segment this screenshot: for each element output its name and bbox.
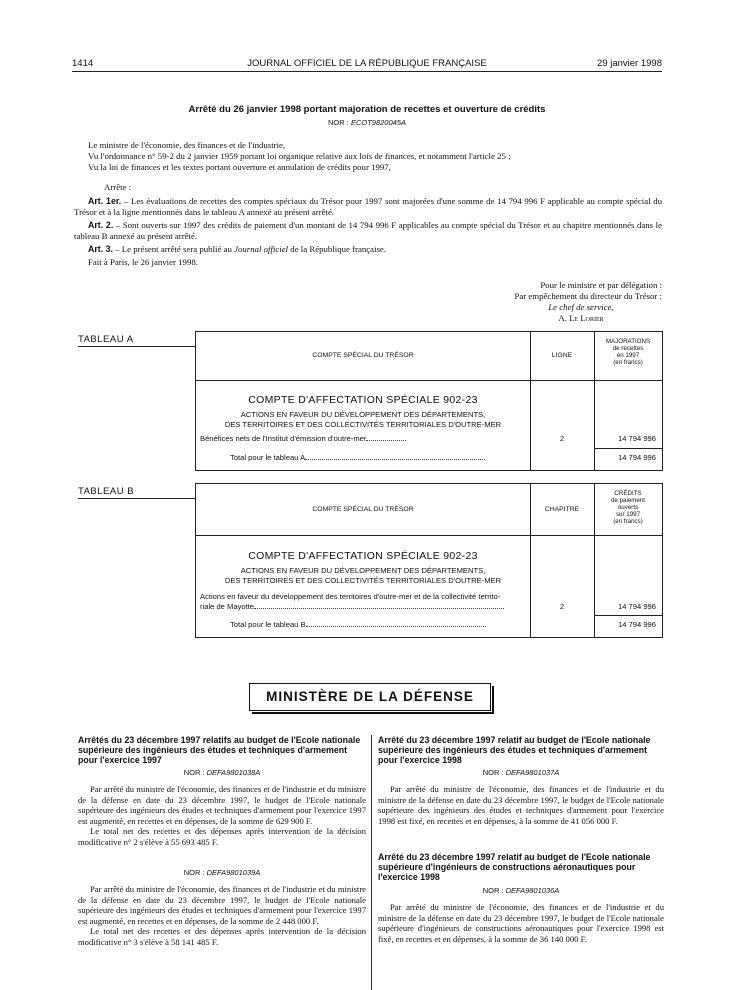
table-a-col3-header bbox=[594, 338, 662, 366]
signature-title: Le chef de service, bbox=[548, 302, 614, 312]
subtitle-line: DES TERRITOIRES ET DES COLLECTIVITÉS TERRITORIALES D'OUTRE-MER bbox=[224, 575, 502, 585]
article-text: – Sont ouverts sur 1997 des crédits de paiement d'un montant de 14 794 996 F applicables au compte spécial du Trésor et au chapitre mentionnés dans le tableau B annexé au présent arrêté. bbox=[74, 220, 662, 241]
nor-code: DEFA9801038A bbox=[206, 768, 261, 777]
table-b-col2-header: CHAPITRE bbox=[544, 506, 580, 513]
table-b bbox=[195, 483, 663, 638]
done-at: Fait à Paris, le 26 janvier 1998. bbox=[88, 257, 198, 267]
journal-title: JOURNAL OFFICIEL DE LA RÉPUBLIQUE FRANÇAISE bbox=[247, 58, 487, 69]
article-text: – Les évaluations de recettes des comptes spéciaux du Trésor pour 1997 sont majorées d'une somme de 14 794 996 F applicable au compte spécial du Trésor et à la ligne mentionnés dans le tableau A annexé au présent arrêté. bbox=[74, 196, 662, 217]
table-b-row-label bbox=[200, 592, 522, 612]
col3-line: de paiement bbox=[610, 497, 646, 504]
subtitle-line: ACTIONS EN FAVEUR DU DÉVELOPPEMENT DES DÉPARTEMENTS, bbox=[240, 566, 486, 575]
preamble-line: Vu l'ordonnance n° 59-2 du 2 janvier 1959 portant loi organique relative aux lois de finances, et notamment l'article 25 ; bbox=[88, 151, 511, 161]
decree-articles bbox=[74, 196, 662, 268]
row-label-text: riale de Mayotte bbox=[200, 602, 255, 611]
col3-line: de recettes bbox=[612, 345, 644, 352]
nor-code: DEFA9801037A bbox=[505, 768, 560, 777]
article-1 bbox=[74, 196, 662, 218]
nor-label: NOR : bbox=[328, 118, 349, 127]
nor-code: DEFA9801036A bbox=[505, 886, 560, 895]
paragraph: Le total net des recettes et des dépenses après intervention de la décision modificative n° 2 s'élève à 55 693 485 F. bbox=[78, 826, 366, 847]
col3-line: (en francs) bbox=[613, 518, 643, 525]
table-a-col2-header: LIGNE bbox=[551, 352, 573, 359]
table-a-account: COMPTE D'AFFECTATION SPÉCIALE 902-23 bbox=[248, 394, 478, 406]
table-a-row-label bbox=[200, 434, 522, 443]
total-label-text: Total pour le tableau B bbox=[230, 620, 306, 629]
col3-line: ouverts bbox=[617, 504, 639, 511]
nor-label: NOR : bbox=[482, 768, 504, 777]
article-3 bbox=[74, 244, 662, 255]
nor-label: NOR : bbox=[183, 768, 205, 777]
table-b-col3-header bbox=[594, 490, 662, 525]
table-b-total-amount: 14 794 996 bbox=[617, 620, 656, 629]
subtitle-line: ACTIONS EN FAVEUR DU DÉVELOPPEMENT DES DÉPARTEMENTS, bbox=[240, 410, 486, 419]
signature-line: Pour le ministre et par délégation : bbox=[540, 280, 662, 290]
left-nor-1 bbox=[78, 768, 366, 777]
table-a bbox=[195, 331, 663, 471]
paragraph: Par arrêté du ministre de l'économie, des finances et de l'industrie et du ministre de la défense en date du 23 décembre 1997, le budget de l'Ecole nationale supérieure des ingénieurs des études et techniques d'armement pour l'exercice 1998 est fixé, en recettes et en dépenses, à la somme de 41 056 000 F. bbox=[378, 784, 664, 826]
decree-nor bbox=[72, 118, 662, 127]
article-label: Art. 1er. bbox=[88, 196, 122, 206]
col3-line: sur 1997 bbox=[615, 511, 641, 518]
right-nor-1 bbox=[378, 768, 664, 777]
col3-line: MAJORATIONS bbox=[605, 338, 651, 345]
article-2 bbox=[74, 220, 662, 242]
nor-code: ECOT9820045A bbox=[350, 118, 406, 127]
table-b-total-label bbox=[230, 620, 520, 629]
right-decree-title-1: Arrêté du 23 décembre 1997 relatif au budget de l'Ecole nationale supérieure des ingénieurs des études et techniques d'armement pour l'exercice 1998 bbox=[378, 735, 651, 765]
left-decree-title: Arrêtés du 23 décembre 1997 relatifs au budget de l'Ecole nationale supérieure des ingénieurs des études et techniques d'armement pour l'exercice 1997 bbox=[78, 735, 361, 765]
table-b-account: COMPTE D'AFFECTATION SPÉCIALE 902-23 bbox=[248, 550, 478, 562]
article-label: Art. 2. bbox=[88, 220, 114, 230]
nor-code: DEFA9801039A bbox=[206, 868, 261, 877]
article-text: – Le présent arrêté sera publié au bbox=[112, 244, 235, 254]
table-b-label-rule bbox=[78, 498, 196, 499]
signature-block bbox=[440, 280, 662, 324]
left-text-2 bbox=[78, 884, 366, 947]
table-a-label: TABLEAU A bbox=[78, 334, 134, 345]
table-a-row-code: 2 bbox=[559, 434, 565, 443]
signature-line bbox=[440, 302, 662, 313]
arrete-word: Arrête : bbox=[104, 182, 132, 192]
table-b-row-code: 2 bbox=[559, 602, 565, 611]
decree-title: Arrêté du 26 janvier 1998 portant majoration de recettes et ouverture de crédits bbox=[188, 104, 546, 115]
issue-date: 29 janvier 1998 bbox=[597, 58, 662, 69]
right-text-1 bbox=[378, 784, 664, 826]
col3-line: en 1997 bbox=[616, 352, 640, 359]
col3-line: (en francs) bbox=[613, 359, 643, 366]
right-text-2 bbox=[378, 902, 664, 944]
table-a-total-label bbox=[230, 453, 520, 462]
paragraph: Le total net des recettes et des dépenses après intervention de la décision modificative n° 3 s'élève à 58 141 485 F. bbox=[78, 926, 366, 947]
subtitle-line: DES TERRITOIRES ET DES COLLECTIVITÉS TERRITORIALES D'OUTRE-MER bbox=[224, 419, 502, 429]
right-nor-2 bbox=[378, 886, 664, 895]
decree-preamble bbox=[88, 140, 662, 173]
table-a-row-amount: 14 794 996 bbox=[617, 434, 656, 443]
table-a-label-rule bbox=[78, 346, 196, 347]
article-tail: de la République française. bbox=[288, 244, 387, 254]
table-a-total-amount: 14 794 996 bbox=[617, 453, 656, 462]
signature-line: Par empêchement du directeur du Trésor : bbox=[514, 291, 662, 301]
preamble-line: Le ministre de l'économie, des finances et de l'industrie, bbox=[88, 140, 286, 150]
page-number: 1414 bbox=[72, 58, 94, 69]
right-decree-title-2: Arrêté du 23 décembre 1997 relatif au budget de l'Ecole nationale supérieure d'ingénieurs de constructions aéronautiques pour l'exercice 1998 bbox=[378, 852, 651, 882]
nor-label: NOR : bbox=[183, 868, 205, 877]
row-label-text: Bénéfices nets de l'Institut d'émission d'outre-mer bbox=[200, 434, 367, 443]
preamble-line: Vu la loi de finances et les textes portant ouverture et annulation de crédits pour 1997, bbox=[88, 162, 391, 172]
total-label-text: Total pour le tableau A bbox=[230, 453, 306, 462]
paragraph: Par arrêté du ministre de l'économie, des finances et de l'industrie et du ministre de la défense en date du 23 décembre 1997, le budget de l'Ecole nationale supérieure des ingénieurs des études et techniques d'armement pour l'exercice 1997 est augmenté, en recettes et en dépenses, de la somme de 629 900 F. bbox=[78, 784, 366, 826]
article-label: Art. 3. bbox=[88, 244, 113, 254]
header-rule bbox=[72, 71, 662, 72]
table-b-subtitle bbox=[196, 566, 530, 585]
nor-label: NOR : bbox=[482, 886, 504, 895]
left-nor-2 bbox=[78, 868, 366, 877]
table-b-label: TABLEAU B bbox=[78, 486, 135, 497]
left-text-1 bbox=[78, 784, 366, 847]
row-label-line bbox=[200, 602, 522, 612]
table-b-col1-header: COMPTE SPÉCIAL DU TRÉSOR bbox=[312, 506, 414, 513]
paragraph: Par arrêté du ministre de l'économie, des finances et de l'industrie et du ministre de la défense en date du 23 décembre 1997, le budget de l'Ecole nationale supérieure des ingénieurs des études et techniques d'armement pour l'exercice 1997 est augmenté, en recettes et en dépenses, de la somme de 2 448 000 F. bbox=[78, 884, 366, 926]
col3-line: CRÉDITS bbox=[614, 490, 642, 497]
table-a-col1-header: COMPTE SPÉCIAL DU TRÉSOR bbox=[312, 352, 414, 359]
ministry-heading: MINISTÈRE DE LA DÉFENSE bbox=[249, 683, 491, 711]
table-a-subtitle bbox=[196, 410, 530, 429]
signer-name: A. Le Lorier bbox=[558, 313, 604, 323]
table-b-row-amount: 14 794 996 bbox=[617, 602, 656, 611]
column-divider bbox=[371, 735, 372, 990]
article-italic: Journal officiel bbox=[234, 244, 289, 254]
row-label-line: Actions en faveur du développement des territoires d'outre-mer et de la collectivité territo- bbox=[200, 592, 501, 601]
paragraph: Par arrêté du ministre de l'économie, des finances et de l'industrie et du ministre de la défense en date du 23 décembre 1997, le budget de l'Ecole nationale supérieure d'ingénieurs de constructions aéronautiques pour l'exercice 1998 est fixé, en recettes et en dépenses, à la somme de 36 140 000 F. bbox=[378, 902, 664, 944]
